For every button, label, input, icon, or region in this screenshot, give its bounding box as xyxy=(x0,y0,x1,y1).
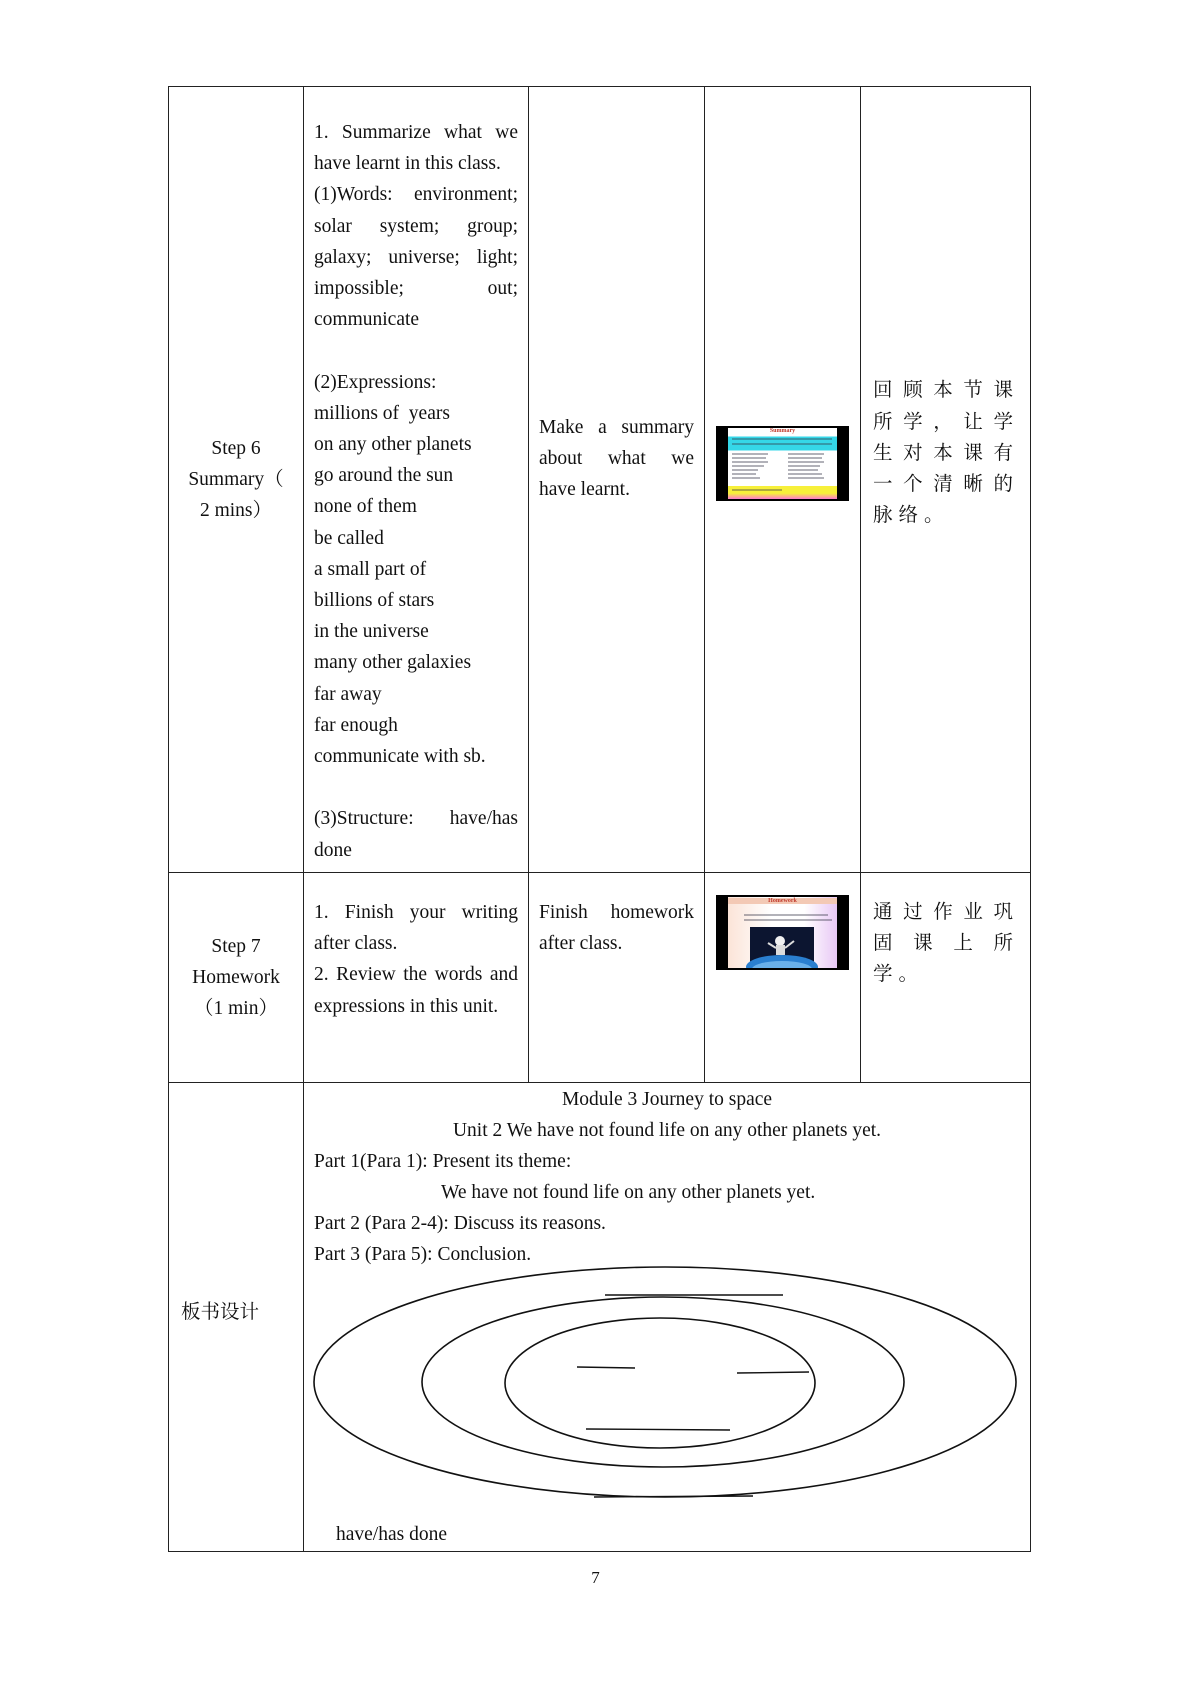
expression-item: in the universe xyxy=(314,621,429,643)
homework-slide-thumbnail xyxy=(716,895,849,970)
board-theme: We have not found life on any other planets yet. xyxy=(441,1182,816,1203)
expression-item: communicate with sb. xyxy=(314,746,486,768)
step7-activity: Finish homework after class. xyxy=(539,902,694,955)
homework-item-1: 1. Finish your writing after class. xyxy=(314,902,518,955)
step7-purpose: 通过作业巩固课上所学。 xyxy=(873,902,1019,986)
board-label-cell xyxy=(169,1083,304,1552)
expression-item: far enough xyxy=(314,714,398,736)
expression-item: none of them xyxy=(314,496,417,518)
outer-ellipse xyxy=(314,1267,1016,1497)
lesson-plan-table xyxy=(168,86,1031,1552)
step7-content-cell xyxy=(304,873,529,1083)
expression-item: be called xyxy=(314,527,384,549)
step6-purpose: 回顾本节课所学，让学生对本课有一个清晰的脉络。 xyxy=(873,380,1019,527)
step6-words: (1)Words: environment; solar system; group; galaxy; universe; light; impossible; out; communicate xyxy=(314,184,518,331)
page-number: 7 xyxy=(591,1568,600,1587)
step7-purpose-cell xyxy=(861,873,1031,1083)
board-part3: Part 3 (Para 5): Conclusion. xyxy=(314,1244,532,1265)
step7-label-line: Step 7 xyxy=(211,935,261,957)
blank-line xyxy=(594,1496,753,1497)
step6-label-cell xyxy=(169,87,304,873)
step6-structure: (3)Structure: have/has done xyxy=(314,808,518,861)
step6-label-line: Summary（ xyxy=(188,468,284,490)
summary-slide-thumbnail xyxy=(716,426,849,501)
board-design-cell xyxy=(304,1083,1031,1552)
step6-purpose-cell xyxy=(861,87,1031,873)
board-label: 板书设计 xyxy=(181,1302,260,1324)
homework-item-2: 2. Review the words and expressions in this unit. xyxy=(314,964,518,1017)
expression-item: billions of stars xyxy=(314,590,435,612)
expression-item: far away xyxy=(314,683,382,705)
blank-line xyxy=(577,1367,635,1368)
step6-activity: Make a summary about what we have learnt. xyxy=(539,416,694,501)
step6-content-head: 1. Summarize what we have learnt in this class. xyxy=(314,122,518,175)
expression-item: millions of years xyxy=(314,402,450,424)
step7-label-cell xyxy=(169,873,304,1083)
homework-slide-title: Homework xyxy=(728,898,837,904)
step6-activity-cell xyxy=(529,87,705,873)
board-footer: have/has done xyxy=(336,1524,448,1545)
board-title-unit: Unit 2 We have not found life on any other planets yet. xyxy=(452,1120,882,1141)
step6-row xyxy=(169,87,1031,873)
blank-line xyxy=(586,1429,730,1430)
middle-ellipse xyxy=(422,1297,904,1467)
summary-slide-lines-icon xyxy=(728,428,837,499)
expression-item: many other galaxies xyxy=(314,652,472,674)
step6-slide-cell xyxy=(705,87,861,873)
step7-activity-cell xyxy=(529,873,705,1083)
summary-slide-title: Summary xyxy=(769,428,796,434)
step7-label-line: （1 min） xyxy=(194,998,278,1020)
step7-row xyxy=(169,873,1031,1083)
step6-label-line: 2 mins） xyxy=(199,500,273,522)
inner-ellipse xyxy=(505,1318,815,1448)
step6-expressions-label: (2)Expressions: xyxy=(314,371,437,393)
step7-slide-cell xyxy=(705,873,861,1083)
blank-line xyxy=(737,1372,809,1373)
board-title-module: Module 3 Journey to space xyxy=(561,1089,773,1110)
board-row xyxy=(169,1083,1031,1552)
step6-content-cell xyxy=(304,87,529,873)
step7-label-line: Homework xyxy=(192,966,280,988)
expression-item: a small part of xyxy=(314,558,427,580)
board-part1: Part 1(Para 1): Present its theme: xyxy=(314,1151,572,1172)
board-part2: Part 2 (Para 2-4): Discuss its reasons. xyxy=(314,1213,606,1234)
expression-item: on any other planets xyxy=(314,434,472,456)
expression-item: go around the sun xyxy=(314,465,454,487)
step6-label-line: Step 6 xyxy=(211,437,261,459)
astronaut-earth-image-icon xyxy=(728,897,837,968)
concentric-ellipses-diagram xyxy=(304,1261,1026,1521)
